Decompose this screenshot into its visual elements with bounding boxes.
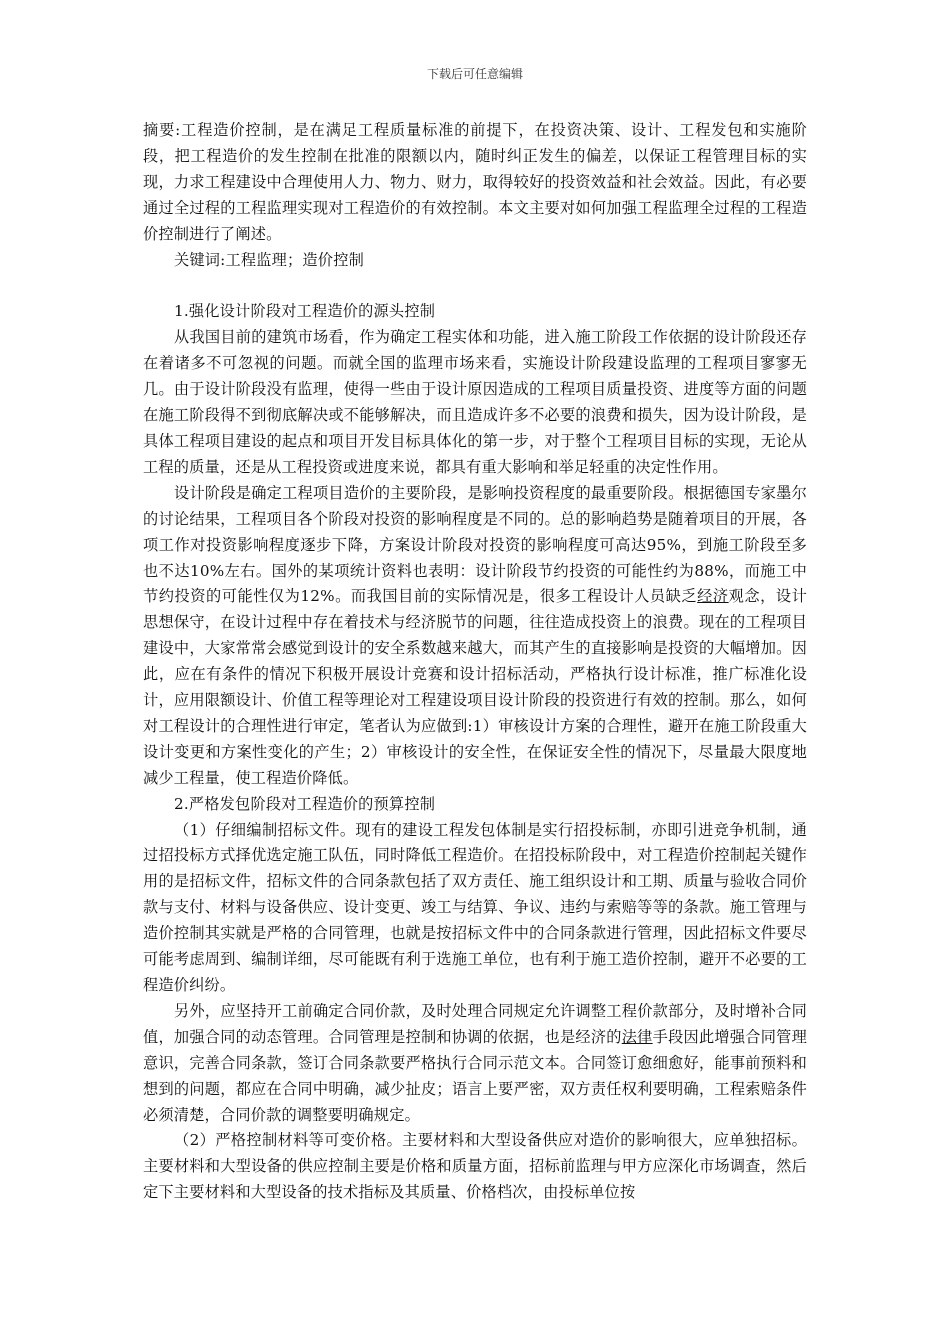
text-run: 观念，设计思想保守，在设计过程中存在着技术与经济脱节的问题，往往造成投资上的浪费。现在的工程项目建设中，大家常常会感觉到设计的安全系数越来越大，而其产生的直接影响是投资的大幅增加。因此，应在有条件的情况下积极开展设计竞赛和设计招标活动，严格执行设计标准，推广标准化设计，应用限额设计、价值工程等理论对工程建设项目设计阶段的投资进行有效的控制。那么，如何对工程设计的合理性进行审定，笔者认为应做到:1）审核设计方案的合理性，避开在施工阶段重大设计变更和方案性变化的产生；2）审核设计的安全性，在保证安全性的情况下，尽量最大限度地减少工程量，使工程造价降低。 [143,587,807,787]
text-run: 设计阶段是确定工程项目造价的主要阶段，是影响投资程度的最重要阶段。根据德国专家墨尔的讨论结果，工程项目各个阶段对投资的影响程度是不同的。总的影响趋势是随着项目的开展，各项工作对投资影响程度逐步下降，方案设计阶段对投资的影响程度可高达95%，到施工阶段至多也不达10%左右。国外的某项统计资料也表明：设计阶段节约投资的可能性约为88%，而施工中节约投资的可能性仅为12%。而我国目前的实际情况是，很多工程设计人员缺乏 [143,483,807,606]
section-2-heading: 2.严格发包阶段对工程造价的预算控制 [174,794,436,813]
abstract-paragraph: 摘要:工程造价控制，是在满足工程质量标准的前提下，在投资决策、设计、工程发包和实施阶段，把工程造价的发生控制在批准的限额以内，随时纠正发生的偏差，以保证工程管理目标的实现，力求工程建设中合理使用人力、物力、财力，取得较好的投资效益和社会效益。因此，有必要通过全过程的工程监理实现对工程造价的有效控制。本文主要对如何加强工程监理全过程的工程造价控制进行了阐述。 [143,121,807,243]
law-link[interactable]: 法律 [621,1027,653,1046]
section-2-paragraph-2 [143,999,807,1129]
section-2-paragraph-3: （2）严格控制材料等可变价格。主要材料和大型设备供应对造价的影响很大，应单独招标。主要材料和大型设备的供应控制主要是价格和质量方面，招标前监理与甲方应深化市场调查，然后定下主要材料和大型设备的技术指标及其质量、价格档次，由投标单位按 [143,1131,807,1202]
section-1-heading: 1.强化设计阶段对工程造价的源头控制 [174,302,436,321]
text-run: 手段因此增强合同管理意识，完善合同条款，签订合同条款要严格执行合同示范文本。合同签订愈细愈好，能事前预料和想到的问题，都应在合同中明确，减少扯皮；语言上要严密，双方责任权利要明确，工程索赔条件必须清楚，合同价款的调整要明确规定。 [143,1027,807,1124]
economy-link[interactable]: 经济 [697,587,729,606]
section-1-paragraph-2 [143,481,807,792]
section-1-paragraph-1: 从我国目前的建筑市场看，作为确定工程实体和功能，进入施工阶段工作依据的设计阶段还存在着诸多不可忽视的问题。而就全国的监理市场来看，实施设计阶段建设监理的工程项目寥寥无几。由于设计阶段没有监理，使得一些由于设计原因造成的工程项目质量投资、进度等方面的问题在施工阶段得不到彻底解决或不能够解决，而且造成许多不必要的浪费和损失，因为设计阶段，是具体工程项目建设的起点和项目开发目标具体化的第一步，对于整个工程项目目标的实现，无论从工程的质量，还是从工程投资或进度来说，都具有重大影响和举足轻重的决定性作用。 [143,328,807,476]
blank-line [143,273,807,299]
keywords-line: 关键词:工程监理；造价控制 [174,250,364,269]
text-run: 另外，应坚持开工前确定合同价款，及时处理合同规定允许调整工程价款部分，及时增补合同值，加强合同的动态管理。合同管理是控制和协调的依据，也是经济的 [143,1001,807,1046]
page-header: 下载后可任意编辑 [426,67,523,81]
section-2-paragraph-1: （1）仔细编制招标文件。现有的建设工程发包体制是实行招投标制，亦即引进竞争机制，通过招投标方式择优选定施工队伍，同时降低工程造价。在招投标阶段中，对工程造价控制起关键作用的是招标文件，招标文件的合同条款包括了双方责任、施工组织设计和工期、质量与验收合同价款与支付、材料与设备供应、设计变更、竣工与结算、争议、违约与索赔等等的条款。施工管理与造价控制其实就是严格的合同管理，也就是按招标文件中的合同条款进行管理，因此招标文件要尽可能考虑周到、编制详细，尽可能既有利于选施工单位，也有利于施工造价控制，避开不必要的工程造价纠纷。 [143,820,807,994]
document-body [143,118,807,1206]
